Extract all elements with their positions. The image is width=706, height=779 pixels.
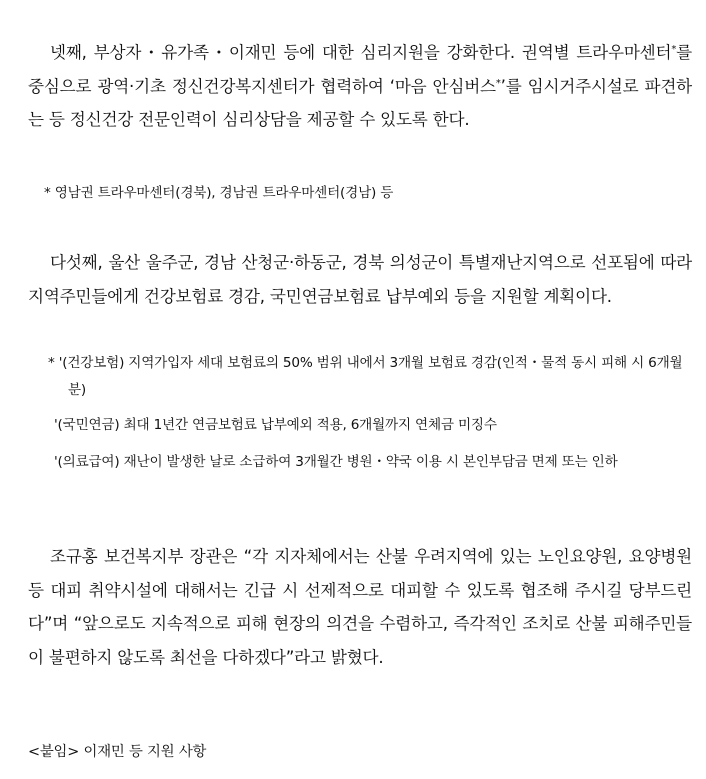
attachment-label: <붙임> 이재민 등 지원 사항 (28, 744, 207, 760)
paragraph-text: 조규홍 보건복지부 장관은 “각 지자체에서는 산불 우려지역에 있는 노인요양원, 요양병원 등 대피 취약시설에 대해서는 긴급 시 선제적으로 대피할 수 있도록 협조해 주시길 당부드린다”며 “앞으로도 지속적으로 피해 현장의 의견을 수렴하고, 즉각적인 조치로 산불 피해주민들이 불편하지 않도록 최선을 다하겠다”라고 밝혔다. (28, 547, 692, 667)
footnote-marker: * (671, 44, 677, 55)
paragraph-special-disaster-area (28, 246, 692, 313)
paragraph-psychological-support (28, 36, 692, 137)
paragraph-minister-statement (28, 540, 692, 674)
paragraph-text: ’를 임시거주시설로 파견하는 등 정신건강 전문인력이 심리상담을 제공할 수 있도록 한다. (28, 76, 692, 129)
footnote-medical-aid: '(의료급여) 재난이 발생한 날로 소급하여 3개월간 병원・약국 이용 시 본인부담금 면제 또는 인하 (54, 454, 618, 470)
footnote-health-insurance: * '(건강보험) 지역가입자 세대 보험료의 50% 범위 내에서 3개월 보험료 경감(인적・물적 동시 피해 시 6개월분) (48, 355, 683, 398)
paragraph-text: 넷째, 부상자・유가족・이재민 등에 대한 심리지원을 강화한다. 권역별 트라우마센터 (50, 43, 672, 62)
paragraph-text: 를 중심으로 광역·기초 정신건강복지센터가 협력하여 ‘마음 안심버스 (28, 43, 692, 96)
paragraph-text: 다섯째, 울산 울주군, 경남 산청군·하동군, 경북 의성군이 특별재난지역으로 선포됨에 따라 지역주민들에게 건강보험료 경감, 국민연금보험료 납부예외 등을 지원할 계획이다. (28, 253, 692, 306)
footnote-marker: * (495, 77, 501, 89)
footnote-national-pension: '(국민연금) 최대 1년간 연금보험료 납부예외 적용, 6개월까지 연체금 미징수 (54, 417, 497, 433)
footnote-trauma-center: * 영남권 트라우마센터(경북), 경남권 트라우마센터(경남) 등 (44, 185, 394, 201)
